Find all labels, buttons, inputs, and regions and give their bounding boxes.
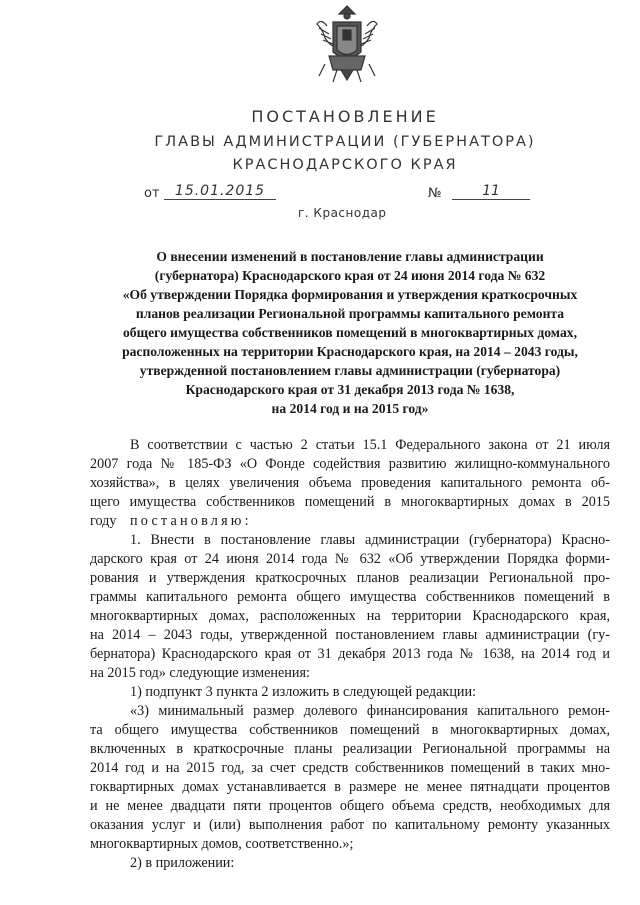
body-line: на 2015 год» следующие изменения: bbox=[90, 665, 310, 681]
body-line: щего имущества собственников помещений в многоквартирных домах в 2015 bbox=[90, 494, 610, 510]
body-line: рования и утверждения краткосрочных планов реализации Региональной про- bbox=[90, 570, 610, 586]
body-line: включенных в краткосрочные планы реализации Региональной программы на bbox=[90, 741, 610, 757]
body-line: году bbox=[90, 513, 117, 529]
document-type-heading: ПОСТАНОВЛЕНИЕ bbox=[251, 107, 439, 126]
title-line: Краснодарского края от 31 декабря 2013 года № 1638, bbox=[185, 382, 515, 397]
body-line: оказания услуг и (или) выполнения работ по капитальному ремонту указанных bbox=[90, 817, 610, 833]
body-line: многоквартирных домов, соответственно.»; bbox=[90, 836, 354, 852]
city-line: г. Краснодар bbox=[298, 206, 387, 220]
coat-of-arms-emblem bbox=[315, 4, 379, 84]
body-line: гоквартирных домах устанавливается в размере не менее пятнадцати процентов bbox=[90, 779, 610, 795]
body-line: многоквартирных домах, расположенных на территории Краснодарского края, bbox=[90, 608, 610, 624]
document-title bbox=[98, 247, 602, 418]
title-line: планов реализации Региональной программы капитального ремонта bbox=[135, 306, 565, 321]
body-line: В соответствии с частью 2 статьи 15.1 Федерального закона от 21 июля bbox=[130, 437, 610, 453]
region-heading: КРАСНОДАРСКОГО КРАЯ bbox=[232, 157, 458, 173]
title-line: утвержденной постановлением главы администрации (губернатора) bbox=[139, 363, 561, 378]
document-number: 11 bbox=[452, 183, 530, 200]
body-line: «3) минимальный размер долевого финансирования капитального ремон- bbox=[130, 703, 610, 719]
body-line: граммы капитального ремонта общего имущества собственников помещений в bbox=[90, 589, 610, 605]
title-line: на 2014 год и на 2015 год» bbox=[271, 401, 429, 416]
body-line: 2) в приложении: bbox=[130, 855, 235, 871]
title-line: «Об утверждении Порядка формирования и утверждения краткосрочных bbox=[122, 287, 578, 302]
body-line: хозяйства», в целях увеличения объема проведения капитального ремонта об- bbox=[90, 475, 610, 491]
title-line: (губернатора) Краснодарского края от 24 июня 2014 года № 632 bbox=[154, 268, 546, 283]
body-line: на 2014 – 2043 годы, утвержденной постановлением главы администрации (гу- bbox=[90, 627, 610, 643]
document-date: 15.01.2015 bbox=[164, 183, 276, 200]
body-line: та общего имущества собственников помещений в многоквартирных домах, bbox=[90, 722, 610, 738]
title-line: расположенных на территории Краснодарского края, на 2014 – 2043 годы, bbox=[122, 344, 578, 359]
date-prefix: от bbox=[144, 186, 160, 201]
title-line: общего имущества собственников помещений в многоквартирных домах, bbox=[123, 325, 577, 340]
resolution-word: постановляю: bbox=[130, 513, 252, 529]
body-line: 1. Внести в постановление главы администрации (губернатора) Красно- bbox=[130, 532, 610, 548]
body-line: бернатора) Краснодарского края от 31 декабря 2013 года № 1638, на 2014 год и bbox=[90, 646, 610, 662]
body-line: дарского края от 24 июня 2014 года № 632 «Об утверждении Порядка форми- bbox=[90, 551, 610, 567]
body-line: 2007 года № 185-ФЗ «О Фонде содействия развитию жилищно-коммунального bbox=[90, 456, 610, 472]
issuer-heading: ГЛАВЫ АДМИНИСТРАЦИИ (ГУБЕРНАТОРА) bbox=[154, 134, 536, 150]
body-line: 2014 год и на 2015 год, за счет средств собственников помещений в таких мно- bbox=[90, 760, 610, 776]
body-line: 1) подпункт 3 пункта 2 изложить в следующей редакции: bbox=[130, 684, 477, 700]
title-line: О внесении изменений в постановление главы администрации bbox=[156, 249, 544, 264]
body-line: и не менее двадцати пяти процентов общего объема средств, необходимых для bbox=[90, 798, 610, 814]
number-prefix: № bbox=[428, 186, 442, 201]
